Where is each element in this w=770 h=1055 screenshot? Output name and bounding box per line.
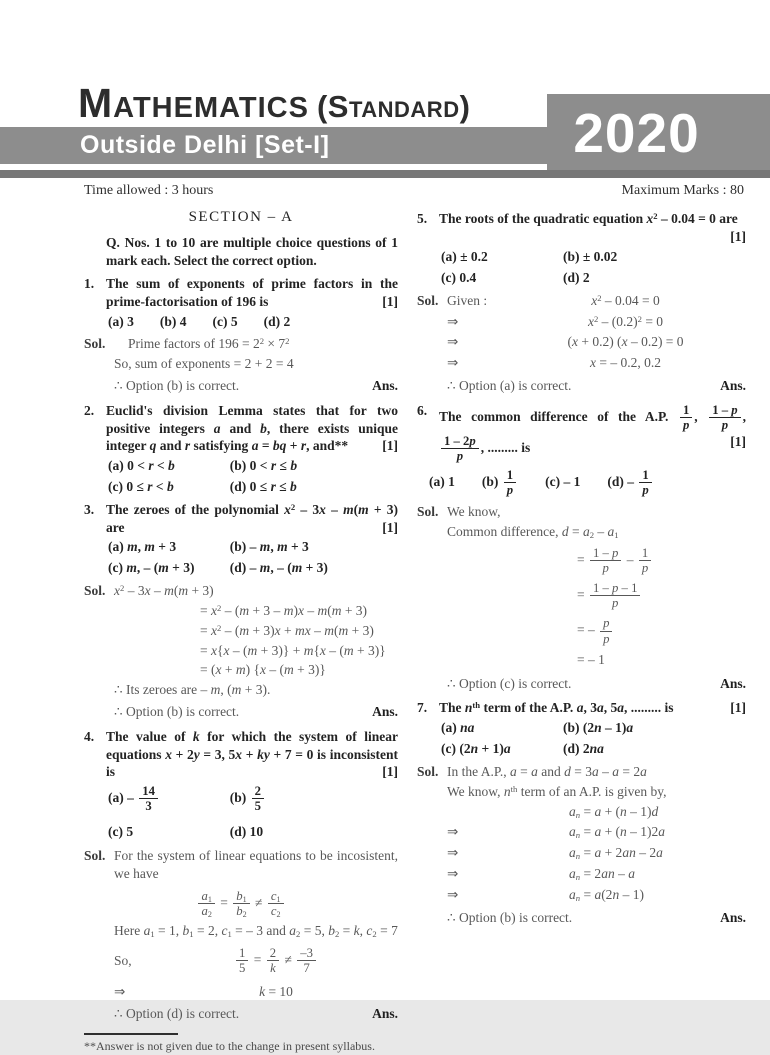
question-1-options: [84, 313, 398, 331]
equation-line: $x^2 - (0.2)^2 = 0$: [587, 313, 664, 329]
question-6-options: [417, 467, 746, 498]
option-c: (c) m, – (m + 3): [108, 560, 195, 576]
question-1-text: The sum of exponents of prime factors in the prime-factorisation of 196 is [1]: [106, 275, 398, 309]
question-7-text: The $n^{th}$ term of the A.P. a, 3a, 5a, ......... is [1]: [439, 700, 746, 716]
solution-1: [84, 335, 398, 394]
option-a: (a) m, m + 3: [108, 539, 177, 555]
implies-symbol: ⇒: [447, 334, 459, 350]
question-4: [84, 728, 398, 781]
solution-line: We know,: [447, 504, 501, 519]
equation-line: $a_n = a + 2an - 2a$: [569, 845, 663, 862]
option-c: (c) 0 ≤ r < b: [108, 479, 174, 495]
question-3: [84, 501, 398, 537]
option-d: (d) 2na: [563, 741, 604, 757]
paper-title-main: Mathematics: [78, 80, 309, 126]
solution-6: [417, 503, 746, 692]
equation-line: $a_n = a + (n - 1)d$: [569, 803, 659, 820]
paper-title-suffix: (Standard): [316, 89, 471, 124]
paper-year: 2020: [573, 102, 700, 164]
option-b: (b) $\frac{1}{p}$: [482, 467, 518, 498]
left-column: [84, 207, 398, 1055]
maximum-marks: Maximum Marks : 80: [621, 183, 744, 198]
option-d: (d) 2: [563, 269, 590, 285]
paper-subtitle-band: [0, 127, 547, 164]
solution-line: We know, $n^{th}$ term of an A.P. is given by,: [447, 783, 667, 799]
solution-label: Sol.: [417, 763, 439, 779]
question-5-number: 5.: [417, 211, 428, 227]
paper-title: [78, 80, 471, 126]
implies-symbol: ⇒: [447, 355, 459, 371]
equation-line: = – $\frac{p}{p}$: [577, 615, 746, 646]
question-6-number: 6.: [417, 402, 428, 418]
question-4-options: [84, 783, 398, 840]
option-a: (a) na: [441, 720, 475, 736]
solution-3: [84, 582, 398, 721]
equation-line: $x^2 - 0.04 = 0$: [591, 292, 660, 308]
question-5-options: [417, 248, 746, 287]
equation-line: $a_n = a + (n - 1)2a$: [569, 824, 666, 841]
solution-conclusion: ∴ Option (b) is correct.: [114, 377, 240, 393]
option-c: (c) 5: [212, 313, 238, 329]
footnote: [84, 1033, 398, 1055]
section-title: SECTION – A: [188, 209, 294, 226]
question-7-number: 7.: [417, 700, 428, 716]
question-5-text: The roots of the quadratic equation $x^2 - 0.04 = 0$ are [1]: [439, 211, 746, 245]
option-c: (c) 0.4: [441, 269, 477, 285]
time-allowed: Time allowed : 3 hours: [84, 183, 214, 198]
option-b: (b) ± 0.02: [563, 249, 618, 265]
implies-symbol: ⇒: [114, 983, 126, 999]
answer-label: Ans.: [372, 377, 398, 393]
solution-conclusion: ∴ Option (b) is correct.: [114, 703, 240, 719]
option-a: (a) – $\frac{14}{3}$: [108, 783, 230, 814]
implies-symbol: ⇒: [447, 886, 459, 902]
question-6: [417, 402, 746, 465]
solution-7: [417, 763, 746, 927]
paper-year-badge: [547, 94, 770, 176]
solution-line: For the system of linear equations to be incosistent, we have: [114, 848, 398, 882]
equation-line: = $x^2 - (m + 3 - m)x - m(m + 3)$: [200, 602, 368, 618]
question-4-text: The value of k for which the system of linear equations x + 2y = 3, 5x + ky + 7 = 0 is inconsistent is [1]: [106, 728, 398, 780]
answer-label: Ans.: [720, 675, 746, 691]
question-7-options: [417, 719, 746, 758]
equation-line: (x + 0.2) (x – 0.2) = 0: [567, 334, 684, 350]
solution-label: Sol.: [84, 583, 106, 599]
implies-symbol: ⇒: [447, 865, 459, 881]
equation-line: k = 10: [259, 983, 293, 999]
answer-label: Ans.: [720, 377, 746, 393]
option-a: (a) 3: [108, 313, 134, 329]
implies-symbol: ⇒: [447, 313, 459, 329]
equation-line: = x{x – (m + 3)} + m{x – (m + 3)}: [200, 642, 386, 658]
question-3-text: The zeroes of the polynomial $x^2 - 3x - m(m + 3)$ are [1]: [106, 501, 398, 535]
answer-label: Ans.: [372, 1006, 398, 1022]
question-1-number: 1.: [84, 275, 95, 291]
equation-line: $\frac{1}{5}$ = $\frac{2}{k}$ ≠ $\frac{-3}{7}$: [154, 942, 398, 979]
question-6-text: The common difference of the A.P. $\frac{1}{p}$ , $\frac{1 - p}{p}$ , $\frac{1 - 2p}{p}$ , ......... is [1]: [439, 402, 746, 464]
equation-line: $a_n = a(2n - 1)$: [569, 886, 644, 903]
solution-conclusion: ∴ Option (b) is correct.: [447, 909, 573, 925]
solution-line: Here $a_1 = 1$, $b_1 = 2$, $c_1$ = – 3 and $a_2 = 5$, $b_2 = k$, $c_2 = 7$: [114, 923, 398, 940]
question-3-number: 3.: [84, 501, 95, 517]
equation-line: = – 1: [577, 651, 605, 667]
exam-info-row: [0, 182, 770, 200]
option-d: (d) 2: [263, 313, 291, 329]
footnote-text: **Answer is not given due to the change in present syllabus.: [84, 1039, 375, 1054]
solution-label: Sol.: [417, 292, 439, 308]
solution-label: Sol.: [84, 848, 106, 864]
header-divider: [0, 170, 770, 178]
solution-conclusion: ∴ Option (d) is correct.: [114, 1006, 240, 1022]
option-b: (b) 4: [159, 313, 187, 329]
option-b: (b) $\frac{2}{5}$: [230, 783, 398, 814]
question-2-text: Euclid's division Lemma states that for two positive integers a and b, there exists unique integer q and r satisfying a = bq + r, and** [1]: [106, 402, 398, 454]
option-c: (c) – 1: [545, 474, 581, 490]
equation-line: x = – 0.2, 0.2: [590, 355, 661, 371]
option-a: (a) 1: [429, 474, 455, 490]
option-a: (a) ± 0.2: [441, 249, 488, 265]
equation-line: $\frac{a_1}{a_2}$ = $\frac{b_1}{b_2}$ ≠ $\frac{c_1}{c_2}$: [84, 885, 398, 922]
question-5: [417, 210, 746, 246]
intro-instructions: Q. Nos. 1 to 10 are multiple choice questions of 1 mark each. Select the correct option.: [106, 235, 398, 269]
solution-4: [84, 847, 398, 1023]
solution-line: In the A.P., a = a and d = 3a – a = 2a: [447, 763, 647, 779]
question-7: [417, 699, 746, 717]
equation-prefix: So,: [114, 953, 132, 969]
solution-5: [417, 292, 746, 395]
solution-label: Sol.: [417, 504, 439, 519]
question-2-number: 2.: [84, 402, 95, 418]
question-2: [84, 402, 398, 455]
solution-label: Sol.: [84, 336, 106, 352]
option-d: (d) – m, – (m + 3): [229, 560, 328, 576]
equation-line: $a_n = 2an - a$: [569, 865, 635, 883]
option-b: (b) 0 < r ≤ b: [229, 458, 298, 474]
solution-conclusion: ∴ Option (c) is correct.: [447, 675, 572, 691]
solution-line: Common difference, $d = a_2 - a_1$: [447, 523, 619, 540]
equation-line: = $\frac{1 - p - 1}{p}$: [577, 580, 746, 611]
implies-symbol: ⇒: [447, 824, 459, 840]
option-c: (c) 5: [108, 823, 134, 839]
implies-symbol: ⇒: [447, 845, 459, 861]
option-b: (b) (2n – 1)a: [563, 720, 634, 736]
equation-line: = $\frac{1 - p}{p}$ – $\frac{1}{p}$: [577, 545, 746, 576]
answer-label: Ans.: [372, 703, 398, 719]
option-d: (d) 10: [229, 823, 264, 839]
solution-line: So, sum of exponents = 2 + 2 = 4: [114, 356, 294, 372]
solution-conclusion: ∴ Option (a) is correct.: [447, 377, 572, 393]
equation-line: = (x + m) {x – (m + 3)}: [200, 662, 326, 678]
solution-line: ∴ Its zeroes are – m, (m + 3).: [114, 682, 271, 698]
footnote-rule: [84, 1033, 178, 1035]
answer-label: Ans.: [720, 909, 746, 925]
solution-line: Prime factors of $196 = 2^2 \times 7^2$: [128, 336, 290, 352]
equation-prefix: Given :: [447, 292, 488, 308]
option-a: (a) 0 < r < b: [108, 458, 175, 474]
paper-subtitle: Outside Delhi [Set-I]: [80, 131, 330, 159]
option-c: (c) (2n + 1)a: [441, 741, 511, 757]
option-b: (b) – m, m + 3: [229, 539, 309, 555]
equation-line: = $x^2 - (m + 3)x$ + mx – m(m + 3): [200, 622, 374, 638]
question-3-options: [84, 538, 398, 577]
solution-line: $x^2 - 3x - m(m + 3)$: [114, 583, 214, 599]
option-d: (d) 0 ≤ r ≤ b: [229, 479, 297, 495]
question-4-number: 4.: [84, 728, 95, 744]
question-2-options: [84, 457, 398, 496]
option-d: (d) – $\frac{1}{p}$: [607, 467, 653, 498]
question-1: [84, 275, 398, 311]
right-column: [417, 207, 746, 933]
